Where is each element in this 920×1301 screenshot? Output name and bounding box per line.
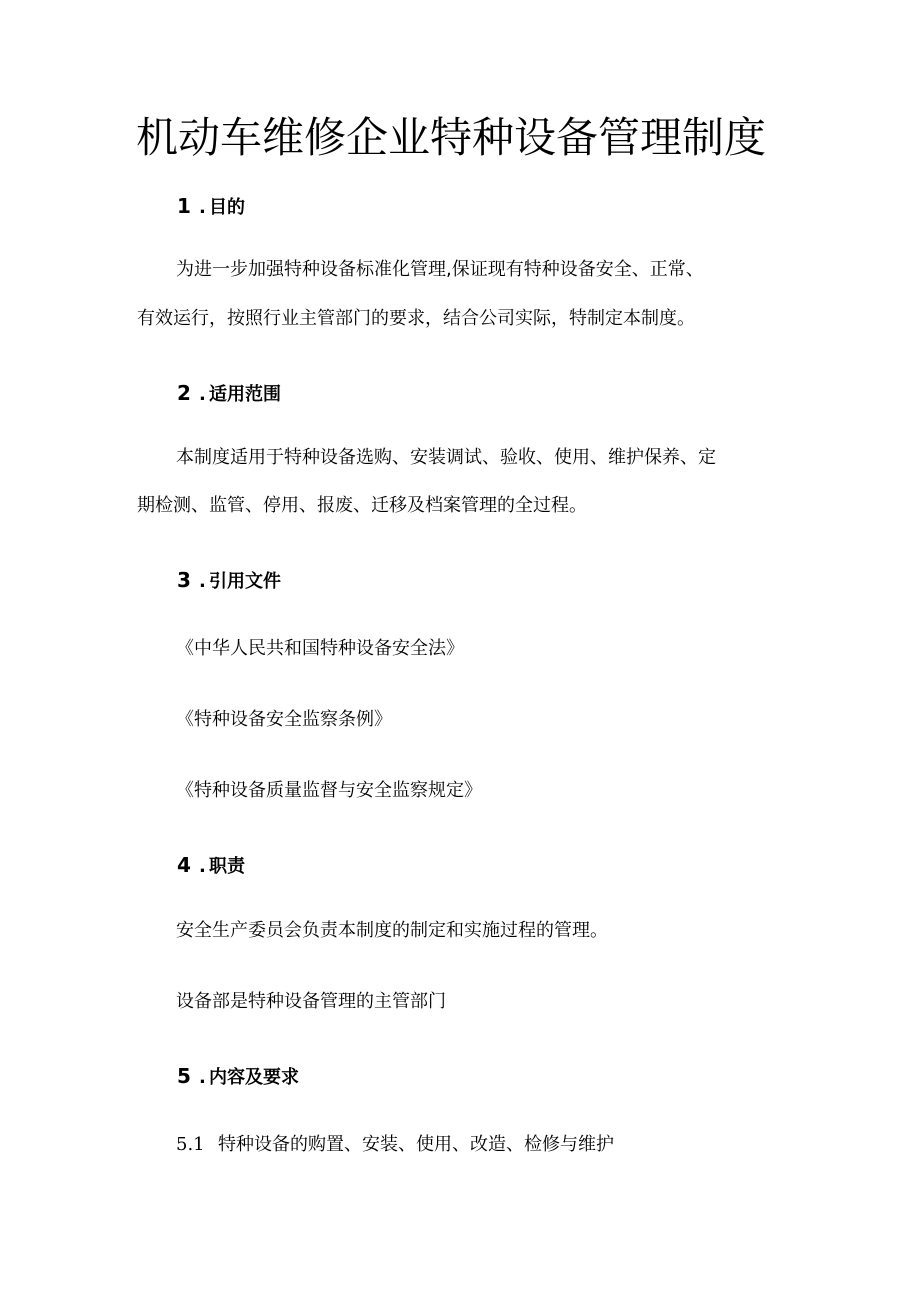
paragraph-line: 有效运行，按照行业主管部门的要求，结合公司实际，特制定本制度。 [137, 308, 695, 329]
document-title: 机动车维修企业特种设备管理制度 [136, 113, 767, 162]
subsection-label: 特种设备的购置、安装、使用、改造、检修与维护 [218, 1134, 614, 1155]
section-heading-5: 5 . 内容及要求 [177, 1064, 299, 1088]
paragraph-line: 为进一步加强特种设备标准化管理,保证现有特种设备安全、正常、 [176, 259, 704, 280]
reference-item: 《特种设备安全监察条例》 [176, 709, 392, 730]
section-number: 2 [177, 381, 191, 405]
paragraph-line: 安全生产委员会负责本制度的制定和实施过程的管理。 [176, 920, 608, 941]
paragraph-line: 本制度适用于特种设备选购、安装调试、验收、使用、维护保养、定 [176, 447, 716, 468]
subsection-heading-5-1 [176, 1131, 614, 1159]
section-label: 内容及要求 [209, 1067, 299, 1088]
reference-item: 《特种设备质量监督与安全监察规定》 [176, 780, 482, 801]
section-number: 1 [177, 194, 191, 218]
section-label: 适用范围 [209, 384, 281, 405]
section-heading-1: 1 . 目的 [177, 194, 245, 218]
section-heading-2: 2 . 适用范围 [177, 381, 281, 405]
section-number: 5 [177, 1064, 191, 1088]
paragraph-line: 设备部是特种设备管理的主管部门 [176, 991, 446, 1012]
section-heading-3: 3 . 引用文件 [177, 568, 281, 592]
section-heading-4: 4 . 职责 [177, 853, 245, 877]
section-label: 引用文件 [209, 571, 281, 592]
section-number: 3 [177, 568, 191, 592]
paragraph-line: 期检测、监管、停用、报废、迁移及档案管理的全过程。 [137, 495, 587, 516]
subsection-number: 5.1 [176, 1134, 205, 1155]
section-label: 目的 [209, 197, 245, 218]
section-label: 职责 [209, 856, 245, 877]
reference-item: 《中华人民共和国特种设备安全法》 [176, 638, 464, 659]
section-number: 4 [177, 853, 191, 877]
